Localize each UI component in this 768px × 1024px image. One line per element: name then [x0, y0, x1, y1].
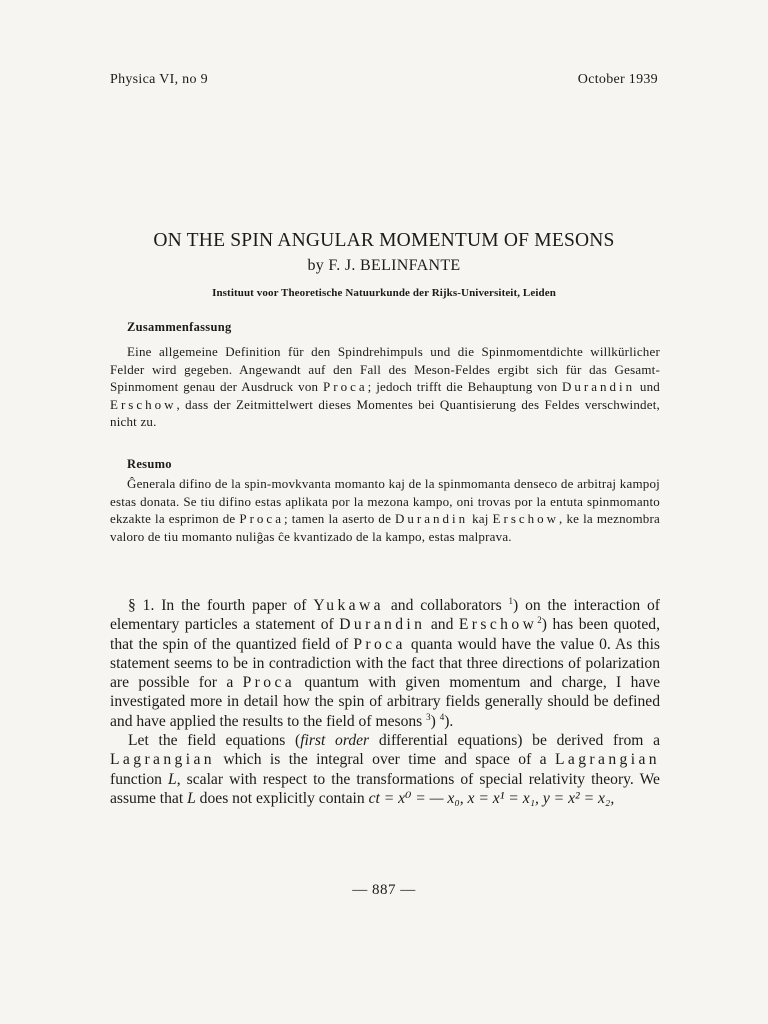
math-symbol: L	[187, 789, 196, 807]
text-run: § 1. In the fourth paper of	[128, 597, 314, 614]
text-run: Ĝenerala difino de la spin-movkvanta momanto kaj de la spinmomanta denseco de arbitraj kampoj estas donata. Se tiu difino estas aplikata por la mezona kampo, oni trovas por la entuta spinmomanto ekzakte la esprimon de	[110, 476, 660, 527]
text-run: kaj	[468, 511, 493, 527]
reference-mark: 4	[439, 711, 445, 722]
author-name: Proca	[353, 635, 406, 653]
text-run: function	[110, 770, 169, 788]
emphasis: first order	[300, 732, 370, 750]
text-run: differential equations) be derived from a	[369, 732, 660, 750]
journal-reference: Physica VI, no 9	[110, 72, 208, 87]
text-run: quanta would have the value 0. As this statement seems to be in contradiction with the fact that three directions of polarization are possible for a	[110, 635, 660, 692]
reference-mark: 1	[508, 595, 514, 606]
esperanto-abstract-text	[110, 475, 660, 545]
page-number: — 887 —	[352, 882, 416, 898]
author-name: Durandin	[395, 511, 469, 527]
text-run: , ke la meznombra valoro de tiu momanto nuliĝas ĉe kvantizado de la kampo, estas malprava.	[110, 511, 660, 544]
reference-mark: 3	[426, 711, 431, 722]
author-institute: Instituut voor Theoretische Natuurkunde der Rijks-Universiteit, Leiden	[212, 287, 556, 299]
author-name: Lagrangian	[110, 751, 216, 769]
author-name: Lagrangian	[554, 751, 660, 769]
author-name: Erschow	[492, 511, 560, 527]
author-name: Durandin	[339, 616, 426, 634]
text-run: does not explicitly contain	[195, 789, 369, 807]
author-name: Yukawa	[313, 597, 384, 614]
paragraph-1	[110, 596, 660, 731]
author-name: Erschow	[458, 616, 538, 634]
text-run: ) on the interaction of elementary particles a statement of	[110, 597, 660, 634]
author-name: Durandin	[562, 379, 636, 395]
text-run: Let the field equations (	[128, 732, 301, 750]
text-run: und	[635, 379, 660, 395]
text-run: , dass der Zeitmittelwert dieses Momentes bei Quantisierung des Feldes verschwindet, nicht zu.	[110, 396, 660, 430]
text-run: )	[430, 712, 440, 730]
author-name: Proca	[323, 379, 368, 395]
author-name: Erschow	[110, 396, 177, 412]
text-run: ) has been quoted, that the spin of the quantized field of	[110, 616, 661, 653]
paragraph-2	[110, 731, 660, 808]
german-abstract	[110, 343, 660, 431]
reference-mark: 2	[537, 615, 542, 626]
german-abstract-heading: Zusammenfassung	[127, 320, 232, 334]
running-head	[110, 72, 658, 88]
text-run: , scalar with respect to the transformations of special relativity theory. We assume that	[110, 770, 660, 807]
math-symbol: L	[168, 770, 177, 788]
text-run: and	[425, 616, 459, 634]
author-name: Proca	[239, 511, 284, 527]
main-body	[110, 596, 660, 808]
text-run: quantum with given momentum and charge, I have investigated more in detail how the spin of arbitrary fields generally should be defined and have applied the results to the field of mesons	[110, 674, 660, 730]
esperanto-abstract-heading: Resumo	[127, 457, 172, 471]
text-run: Eine allgemeine Definition für den Spindrehimpuls und die Spinmomentdichte willkürlicher Felder wird gegeben. Angewandt auf den Fall des Meson-Feldes ergibt sich für das Gesamt-Spinmoment genau der Ausdruck von	[110, 344, 660, 395]
esperanto-abstract	[110, 475, 660, 545]
text-run: ).	[444, 712, 454, 730]
article-title: ON THE SPIN ANGULAR MOMENTUM OF MESONS	[153, 230, 615, 251]
text-run: ; jedoch trifft die Behauptung von	[367, 379, 563, 395]
german-abstract-text	[110, 343, 660, 431]
text-run: which is the integral over time and space of a	[215, 751, 555, 769]
author-name: Proca	[242, 674, 296, 692]
coordinate-equation: ct = x⁰ = — x₀, x = x¹ = x₁, y = x² = x₂,	[368, 789, 615, 807]
text-run: and collaborators	[383, 597, 509, 614]
text-run: ; tamen la aserto de	[283, 511, 396, 527]
issue-date: October 1939	[577, 72, 658, 87]
article-author: by F. J. BELINFANTE	[307, 257, 461, 274]
